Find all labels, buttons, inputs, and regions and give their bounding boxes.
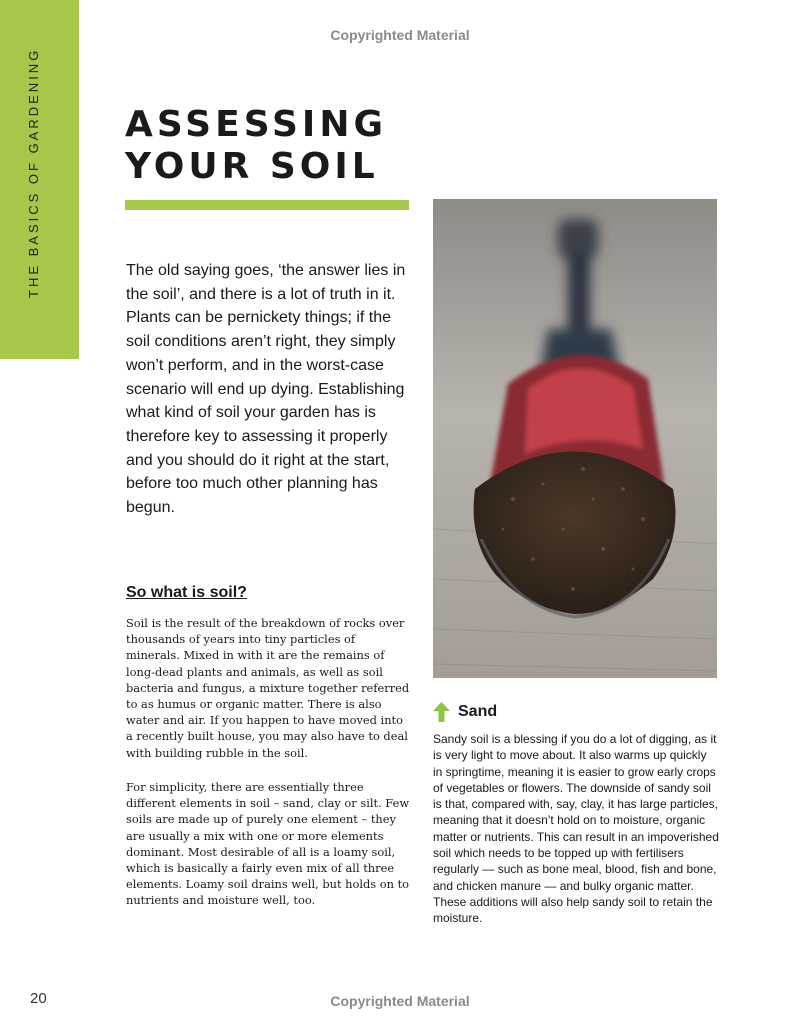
section-paragraph-1: Soil is the result of the breakdown of rocks over thousands of years into tiny particles of minerals. Mixed in with it are the remains of long-dead plants and animals, as well as soil bacteria and fungus, a mixture together referred to as humus or organic matter. There is also water and air. If you happen to have moved into a recently built house, you may also have to deal with building rubble in the soil. [126,616,410,760]
sand-paragraph: Sandy soil is a blessing if you do a lot of digging, as it is very light to move about. It also warms up quickly in springtime, meaning it is easier to grow early crops of vegetables or flowers. The downside of sandy soil is that, compared with, say, clay, it has large particles, meaning that it doesn’t hold on to moisture, organic matter or nutrients. This can result in an impoverished soil which needs to be topped up with fertilisers regularly — such as bone meal, blood, fish and bone, and chicken manure — and bulky organic matter. These additions will also help sandy soil to retain the moisture. [433,732,719,926]
sand-heading-row [433,702,497,722]
trowel-soil-photo [433,199,717,678]
page-title [125,104,387,188]
section-heading: So what is soil? [126,584,247,601]
chapter-label: THE BASICS OF GARDENING [26,47,41,298]
copyright-notice-bottom: Copyrighted Material [330,993,470,1009]
page-title-line-1: ASSESSING [125,104,388,145]
intro-paragraph: The old saying goes, ‘the answer lies in the soil’, and there is a lot of truth in it. Plants can be pernickety things; if the soil conditions aren’t right, they simply won’t perform, and in the worst-case scenario will end up dying. Establishing what kind of soil your garden has is therefore key to assessing it properly and you should do it right at the start, before too much other planning has begun. [126,262,406,517]
trowel-soil-illustration [433,199,717,678]
up-arrow-icon [433,702,450,722]
section-paragraph-2: For simplicity, there are essentially three different elements in soil – sand, clay or silt. Few soils are made up of purely one element – they are usually a mix with one or more elements dominant. Most desirable of all is a loamy soil, which is basically a fairly even mix of all three elements. Loamy soil drains well, but holds on to nutrients and moisture well, too. [126,780,410,908]
sand-heading: Sand [458,703,498,720]
title-underline-bar [125,200,409,210]
page-title-line-2: YOUR SOIL [125,146,379,187]
page-number: 20 [30,990,47,1007]
copyright-notice-top: Copyrighted Material [330,27,470,43]
